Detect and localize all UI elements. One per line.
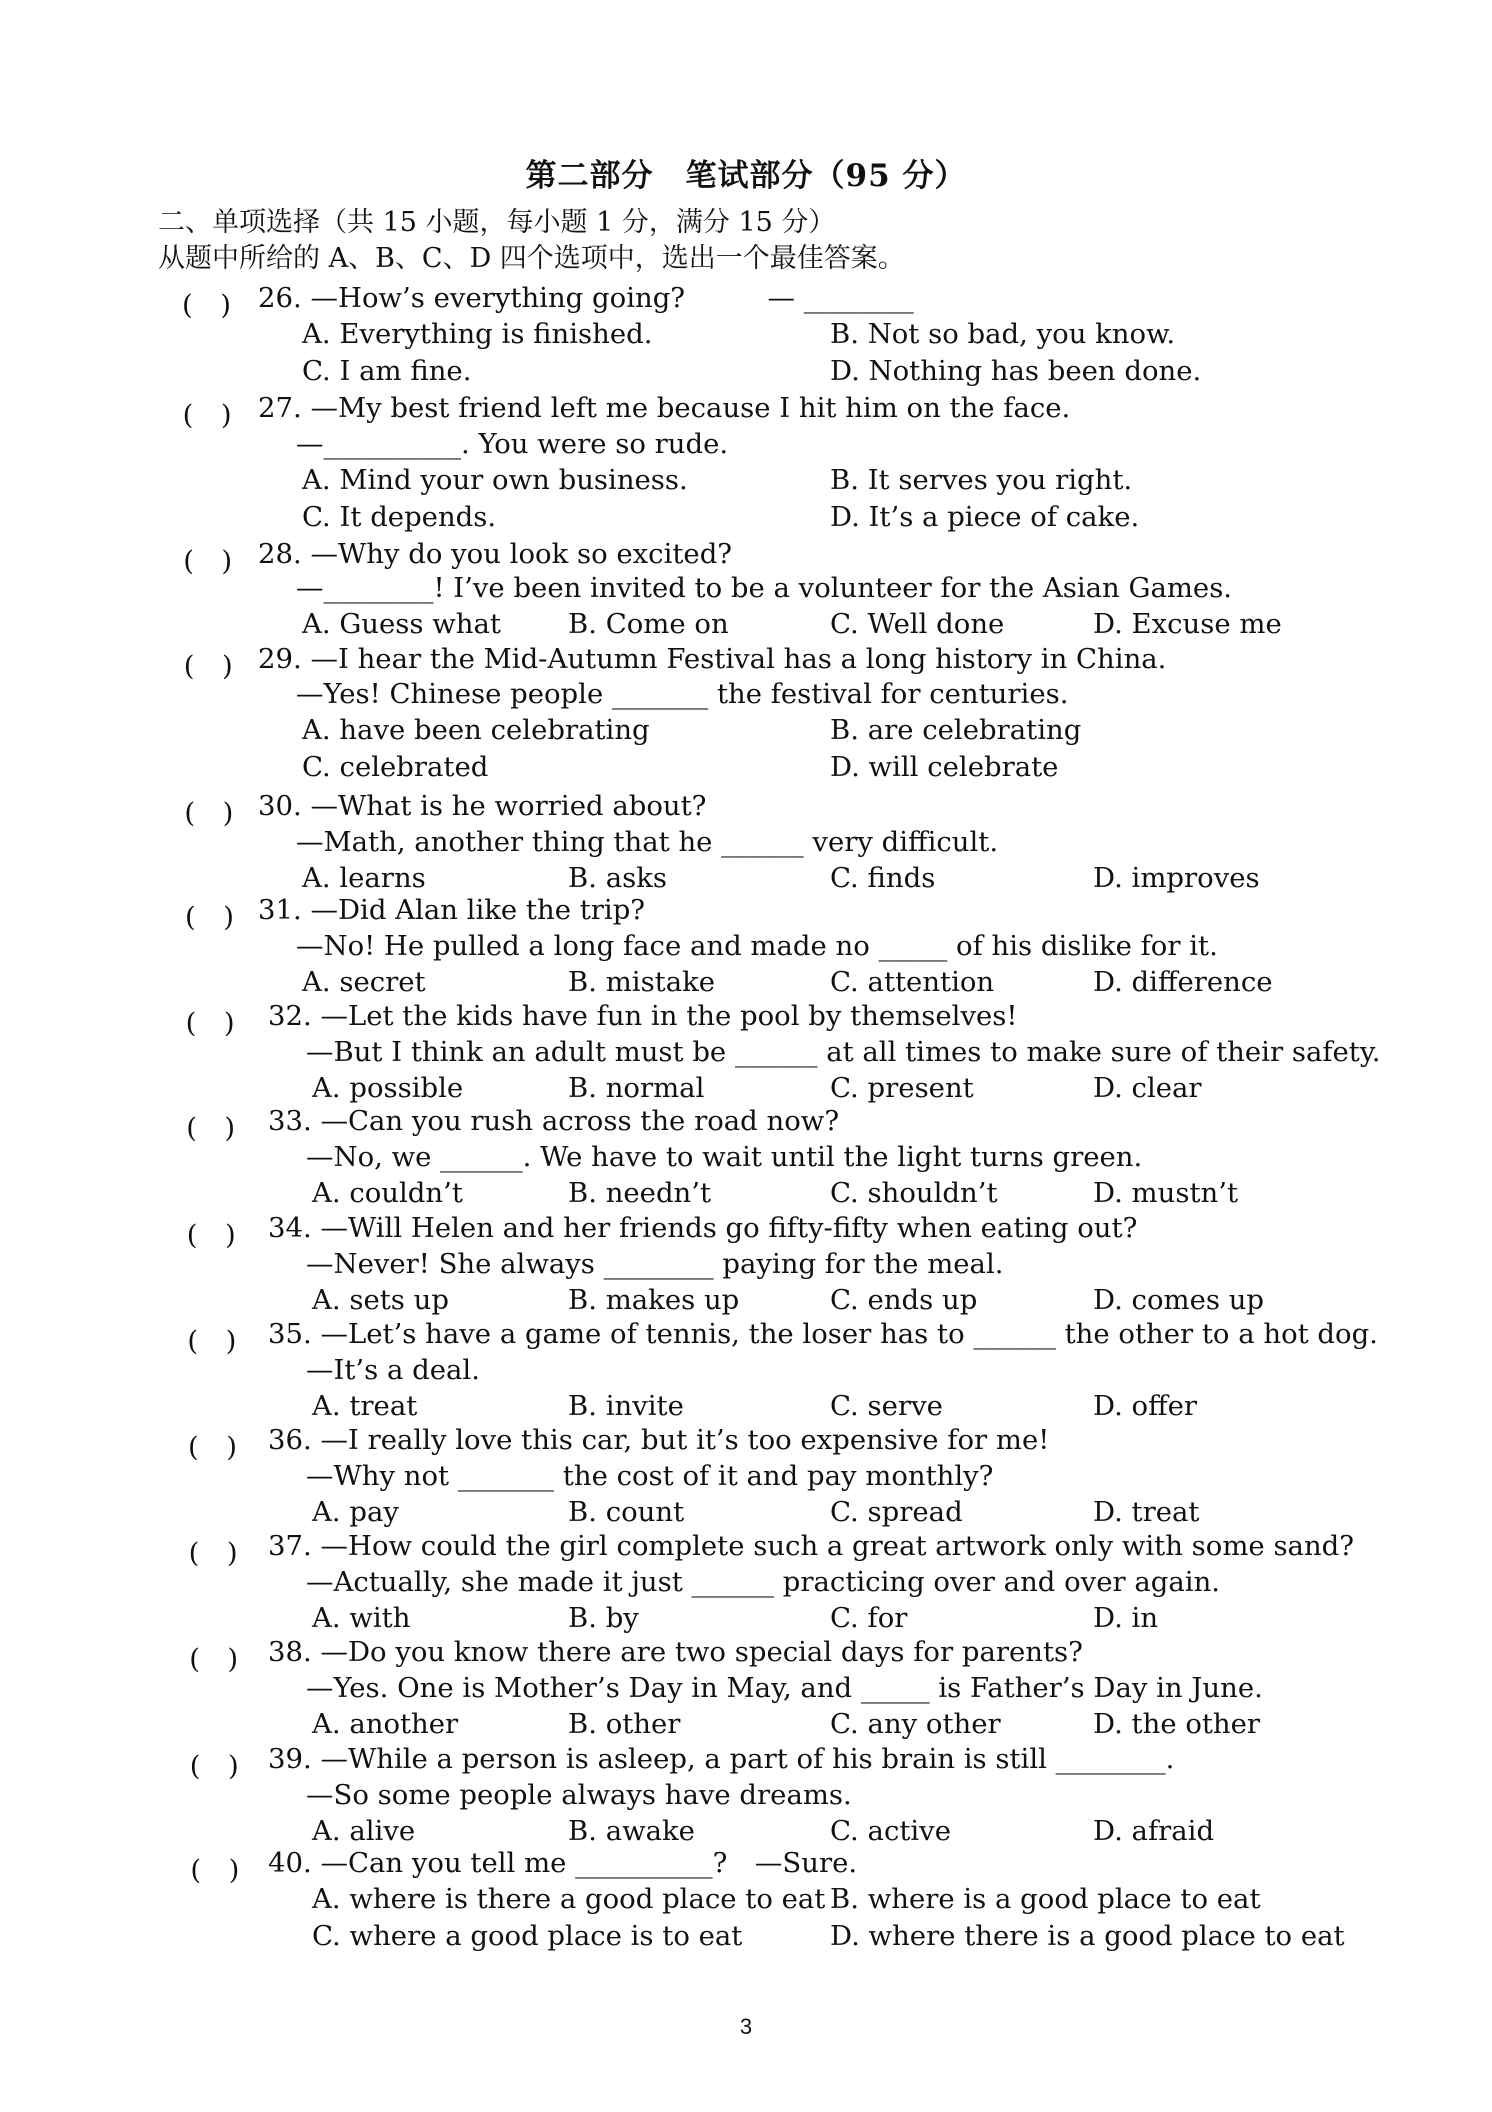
option-b: B. are celebrating (830, 714, 1082, 746)
option-b: B. other (568, 1708, 681, 1740)
question-reply: —Actually, she made it just ______ practicing over and over again. (306, 1566, 1221, 1598)
question-reply: —Yes! Chinese people _______ the festival for centuries. (296, 678, 1069, 710)
answer-bracket[interactable]: ( ) (186, 1112, 236, 1144)
option-a: A. where is there a good place to eat (312, 1883, 826, 1915)
question-reply: —________! I’ve been invited to be a volunteer for the Asian Games. (296, 572, 1233, 604)
option-c: C. finds (830, 862, 936, 894)
answer-bracket[interactable]: ( ) (189, 1750, 239, 1782)
answer-bracket[interactable]: ( ) (184, 797, 234, 829)
option-b: B. mistake (568, 966, 716, 998)
option-d: D. where there is a good place to eat (830, 1920, 1345, 1952)
question-stem: 30. —What is he worried about? (258, 790, 707, 822)
option-d: D. treat (1093, 1496, 1200, 1528)
question-stem: 33. —Can you rush across the road now? (268, 1105, 840, 1137)
option-d: D. offer (1093, 1390, 1198, 1422)
question-stem: 34. —Will Helen and her friends go fifty-fifty when eating out? (268, 1212, 1138, 1244)
option-d: D. in (1093, 1602, 1159, 1634)
question-reply: —Yes. One is Mother’s Day in May, and _____ is Father’s Day in June. (306, 1672, 1263, 1704)
option-c: C. present (830, 1072, 974, 1104)
option-c: C. attention (830, 966, 995, 998)
option-c: C. Well done (830, 608, 1005, 640)
option-d: D. afraid (1093, 1815, 1215, 1847)
option-d: D. clear (1093, 1072, 1202, 1104)
question-stem: 32. —Let the kids have fun in the pool by themselves! (268, 1000, 1018, 1032)
question-reply: —Why not _______ the cost of it and pay monthly? (306, 1460, 994, 1492)
option-d: D. difference (1093, 966, 1273, 998)
option-b: B. awake (568, 1815, 695, 1847)
option-a: A. secret (302, 966, 426, 998)
option-a: A. another (312, 1708, 459, 1740)
option-d: D. comes up (1093, 1284, 1265, 1316)
option-d: D. mustn’t (1093, 1177, 1239, 1209)
answer-bracket[interactable]: ( ) (188, 1431, 237, 1463)
question-reply: —Math, another thing that he ______ very difficult. (296, 826, 999, 858)
answer-bracket[interactable]: ( ) (190, 1854, 240, 1886)
answer-bracket[interactable]: ( ) (188, 1537, 238, 1569)
option-c: C. serve (830, 1390, 943, 1422)
option-c: C. where a good place is to eat (312, 1920, 743, 1952)
option-d: D. Excuse me (1093, 608, 1282, 640)
question-reply: —Never! She always ________ paying for the meal. (306, 1248, 1004, 1280)
section-heading: 二、单项选择（共 15 小题，每小题 1 分，满分 15 分） (158, 207, 836, 238)
answer-bracket[interactable]: ( ) (186, 1219, 236, 1251)
option-b: B. where is a good place to eat (830, 1883, 1261, 1915)
answer-bracket[interactable]: ( ) (182, 289, 231, 321)
option-c: C. shouldn’t (830, 1177, 998, 1209)
option-a: A. possible (312, 1072, 464, 1104)
option-b: B. count (568, 1496, 685, 1528)
question-stem: 27. —My best friend left me because I hit him on the face. (258, 392, 1071, 424)
answer-bracket[interactable]: ( ) (189, 1643, 239, 1675)
option-c: C. active (830, 1815, 951, 1847)
option-a: A. Everything is finished. (302, 318, 653, 350)
question-reply: —No! He pulled a long face and made no _____ of his dislike for it. (296, 930, 1218, 962)
question-reply: —__________. You were so rude. (296, 428, 729, 460)
option-b: B. invite (568, 1390, 684, 1422)
question-stem: 26. —How’s everything going? — ________ (258, 282, 914, 314)
question-stem: 35. —Let’s have a game of tennis, the loser has to ______ the other to a hot dog. (268, 1318, 1378, 1350)
question-stem: 29. —I hear the Mid-Autumn Festival has a long history in China. (258, 643, 1167, 675)
option-a: A. with (312, 1602, 411, 1634)
option-c: C. spread (830, 1496, 963, 1528)
answer-bracket[interactable]: ( ) (185, 901, 234, 933)
option-d: D. improves (1093, 862, 1260, 894)
answer-bracket[interactable]: ( ) (183, 650, 233, 682)
option-a: A. treat (312, 1390, 418, 1422)
option-c: C. celebrated (302, 751, 489, 783)
question-stem: 36. —I really love this car, but it’s too expensive for me! (268, 1424, 1050, 1456)
option-b: B. makes up (568, 1284, 740, 1316)
answer-bracket[interactable]: ( ) (182, 399, 232, 431)
option-b: B. needn’t (568, 1177, 712, 1209)
question-reply: —It’s a deal. (306, 1354, 480, 1386)
option-a: A. Mind your own business. (302, 464, 688, 496)
option-d: D. the other (1093, 1708, 1261, 1740)
option-a: A. Guess what (302, 608, 501, 640)
option-d: D. will celebrate (830, 751, 1059, 783)
option-b: B. Not so bad, you know. (830, 318, 1176, 350)
option-c: C. any other (830, 1708, 1001, 1740)
option-d: D. It’s a piece of cake. (830, 501, 1140, 533)
page-number: 3 (739, 2014, 753, 2039)
option-b: B. normal (568, 1072, 705, 1104)
option-c: C. I am fine. (302, 355, 472, 387)
option-d: D. Nothing has been done. (830, 355, 1202, 387)
question-stem: 40. —Can you tell me __________? —Sure. (268, 1847, 858, 1879)
option-a: A. couldn’t (312, 1177, 463, 1209)
question-reply: —No, we ______. We have to wait until the light turns green. (306, 1141, 1143, 1173)
option-a: A. sets up (312, 1284, 449, 1316)
option-a: A. learns (302, 862, 426, 894)
question-stem: 31. —Did Alan like the trip? (258, 894, 646, 926)
question-stem: 37. —How could the girl complete such a great artwork only with some sand? (268, 1530, 1355, 1562)
option-a: A. pay (312, 1496, 399, 1528)
option-b: B. Come on (568, 608, 729, 640)
question-stem: 38. —Do you know there are two special days for parents? (268, 1636, 1083, 1668)
part-title: 第二部分 笔试部分（95 分） (525, 158, 967, 194)
question-reply: —But I think an adult must be ______ at all times to make sure of their safety. (306, 1036, 1381, 1068)
option-c: C. for (830, 1602, 908, 1634)
option-b: B. by (568, 1602, 639, 1634)
answer-bracket[interactable]: ( ) (187, 1325, 237, 1357)
answer-bracket[interactable]: ( ) (185, 1007, 235, 1039)
option-b: B. It serves you right. (830, 464, 1133, 496)
section-instruction: 从题中所给的 A、B、C、D 四个选项中，选出一个最佳答案。 (158, 243, 905, 274)
option-c: C. ends up (830, 1284, 978, 1316)
question-reply: —So some people always have dreams. (306, 1779, 852, 1811)
answer-bracket[interactable]: ( ) (183, 545, 233, 577)
question-stem: 28. —Why do you look so excited? (258, 538, 733, 570)
option-b: B. asks (568, 862, 667, 894)
option-c: C. It depends. (302, 501, 497, 533)
option-a: A. alive (312, 1815, 416, 1847)
option-a: A. have been celebrating (302, 714, 650, 746)
question-stem: 39. —While a person is asleep, a part of his brain is still ________. (268, 1743, 1175, 1775)
